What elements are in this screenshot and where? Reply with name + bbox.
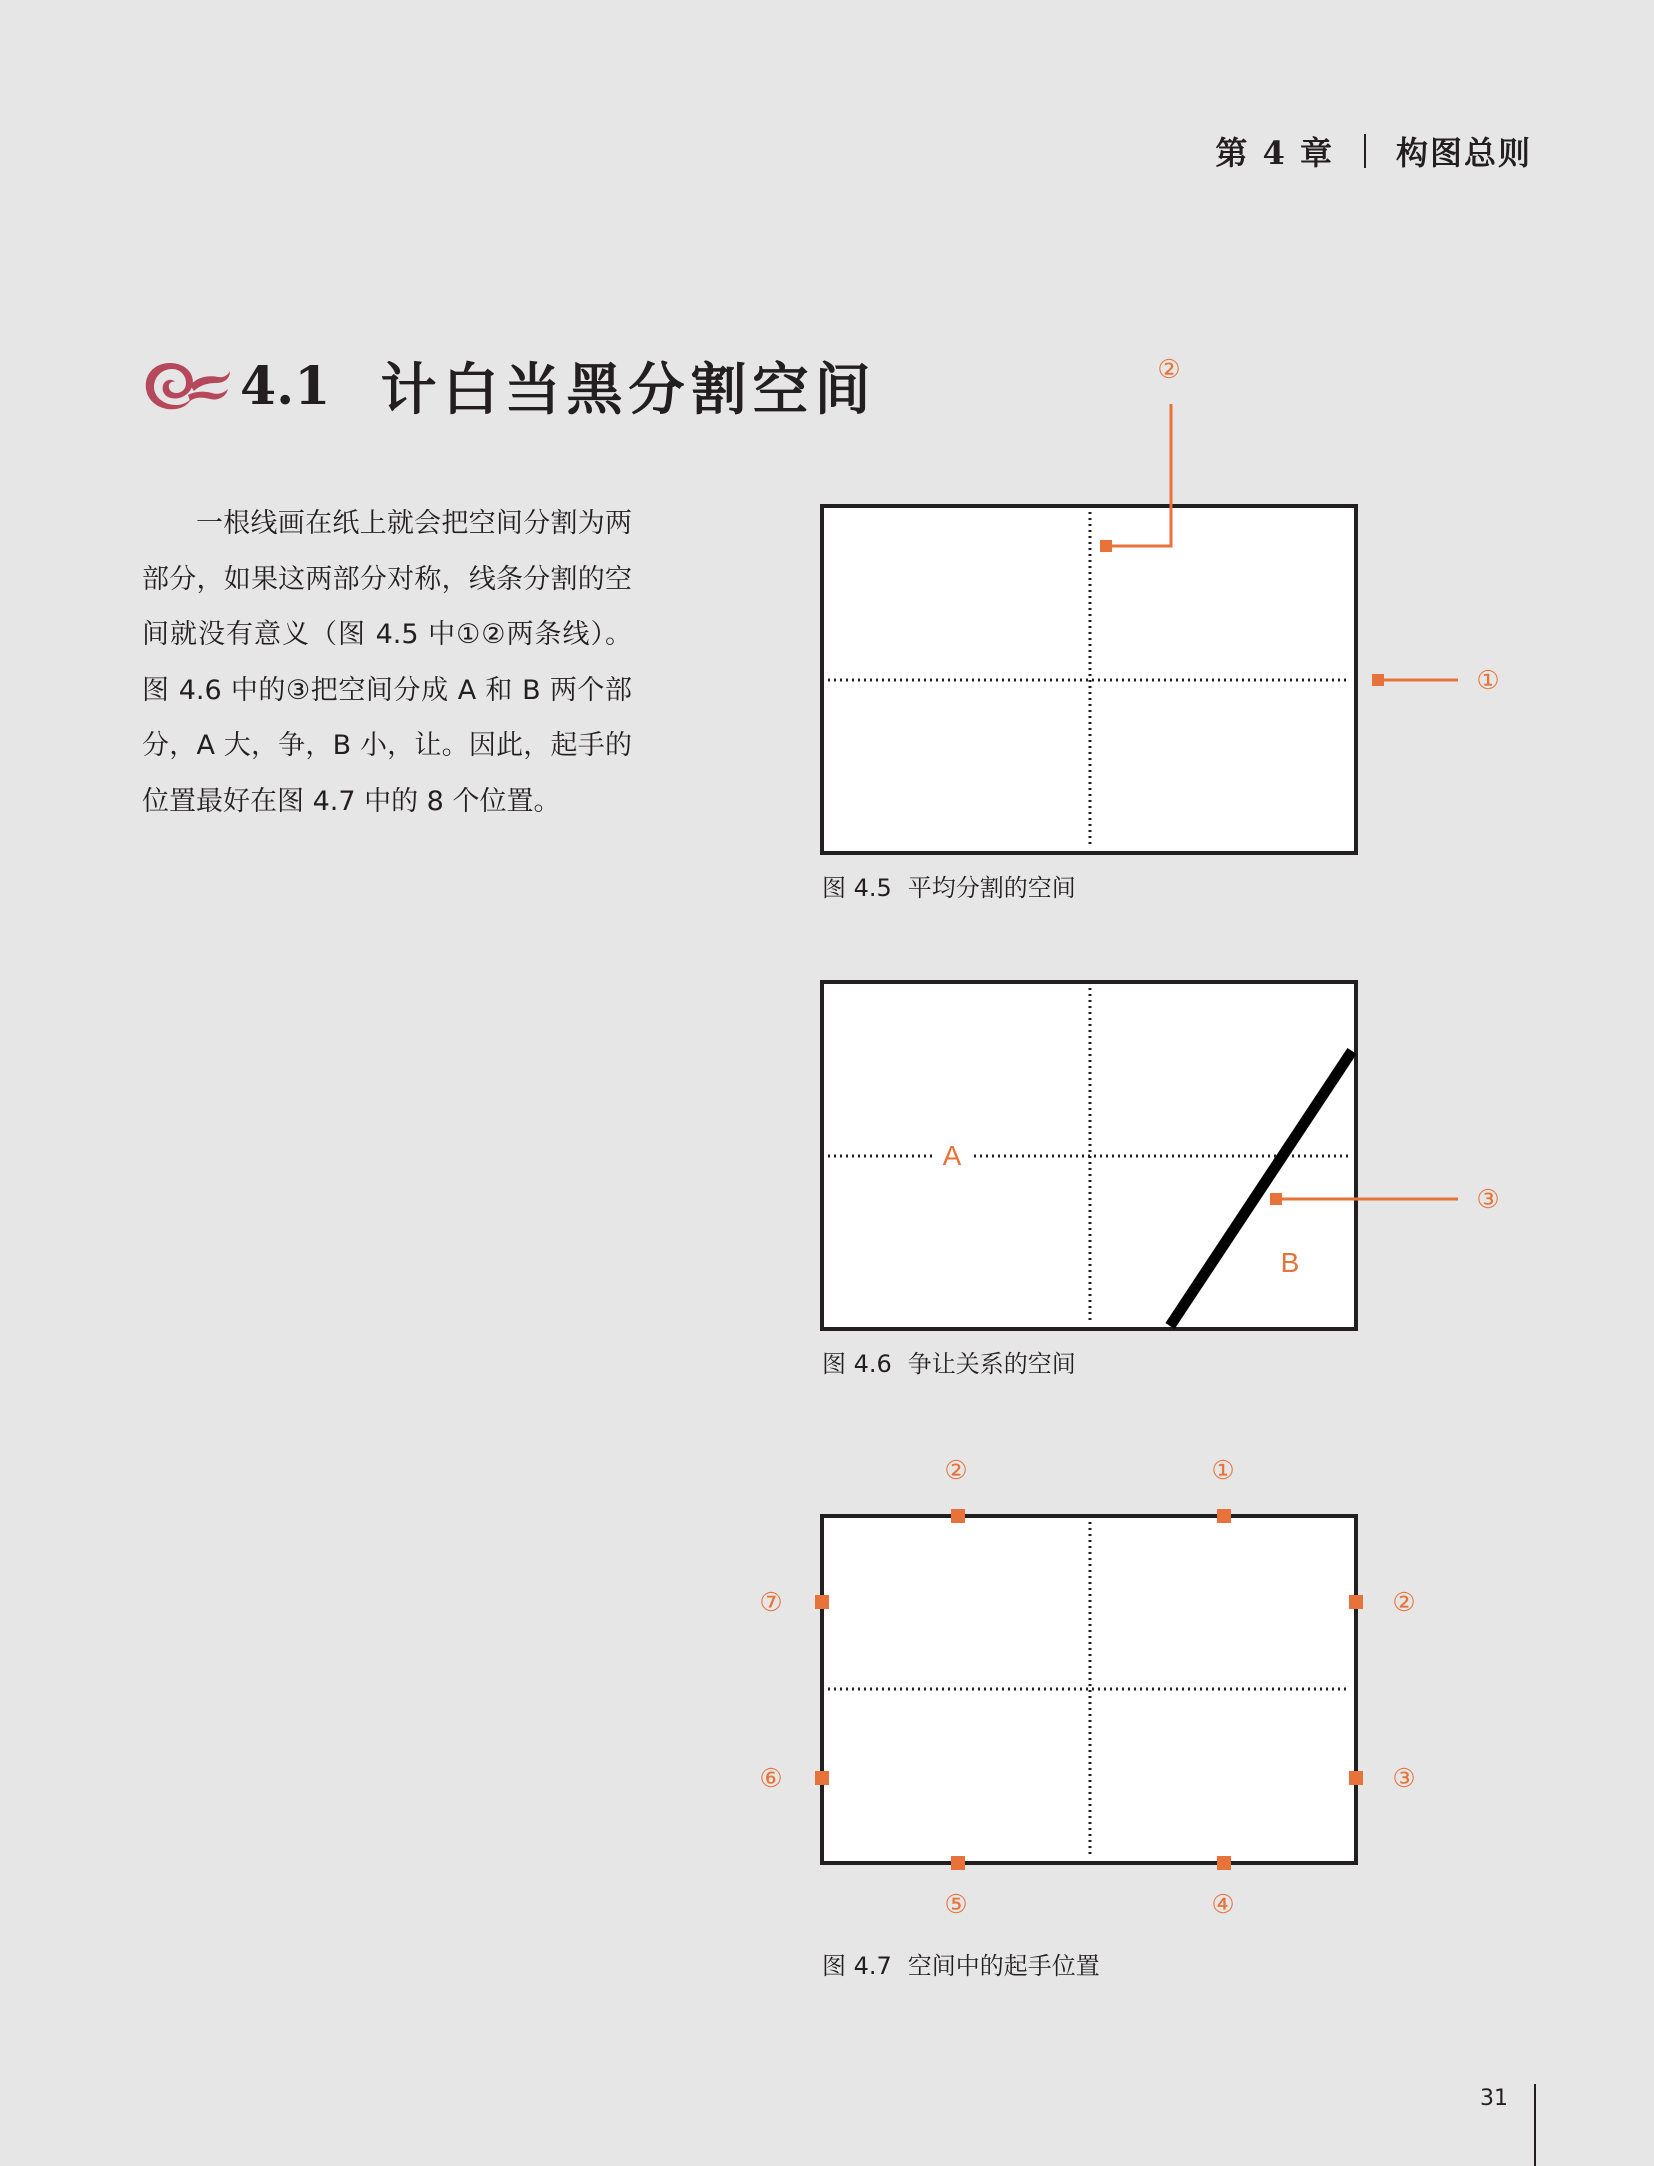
fig47-label-bottom-right: ④ xyxy=(1211,1890,1235,1920)
fig47-marker-right-lower xyxy=(1349,1771,1363,1785)
section-number: 4.1 xyxy=(240,355,331,417)
fig45-callout-vertical: ② xyxy=(1157,355,1181,385)
chapter-label: 第 4 章 xyxy=(1215,134,1334,172)
page-number: 31 xyxy=(1480,2086,1508,2111)
fig46-callout: ③ xyxy=(1476,1185,1500,1215)
page-number-rule xyxy=(1534,2084,1536,2166)
chapter-title: 构图总则 xyxy=(1395,134,1532,172)
body-paragraph: 一根线画在纸上就会把空间分割为两部分，如果这两部分对称，线条分割的空间就没有意义（图 4.5 中①②两条线）。图 4.6 中的③把空间分成 A 和 B 两个部分，A 大，争，B 小，让。因此，起手的位置最好在图 4.7 中的 8 个位置。 xyxy=(142,508,632,817)
fig46-label-b: B xyxy=(1280,1247,1300,1278)
fig47-label-top-right: ① xyxy=(1211,1456,1235,1486)
fig47-caption xyxy=(822,1946,1100,1981)
fig45-caption-text: 平均分割的空间 xyxy=(907,874,1076,902)
fig47-marker-bottom-right xyxy=(1217,1856,1231,1870)
fig47-caption-text: 空间中的起手位置 xyxy=(907,1952,1100,1980)
fig47-label-right-upper: ② xyxy=(1392,1588,1416,1618)
fig46-label-a: A xyxy=(942,1140,962,1171)
fig47-marker-bottom-left xyxy=(951,1856,965,1870)
fig45-caption-number: 图 4.5 xyxy=(822,874,892,902)
fig47-marker-left-upper xyxy=(815,1595,829,1609)
fig45-callout-horizontal: ① xyxy=(1476,666,1500,696)
fig47-label-left-upper: ⑦ xyxy=(759,1588,783,1618)
section-title: 计白当黑分割空间 xyxy=(380,357,877,423)
fig47-marker-left-lower xyxy=(815,1771,829,1785)
fig47-label-right-lower: ③ xyxy=(1392,1764,1416,1794)
fig47-label-bottom-left: ⑤ xyxy=(944,1890,968,1920)
fig47-label-left-lower: ⑥ xyxy=(759,1764,783,1794)
fig47-marker-right-upper xyxy=(1349,1595,1363,1609)
fig46-caption-text: 争让关系的空间 xyxy=(907,1350,1076,1378)
fig47-marker-top-left xyxy=(951,1509,965,1523)
fig47-caption-number: 图 4.7 xyxy=(822,1952,892,1980)
fig47-label-top-left: ② xyxy=(944,1456,968,1486)
fig47-marker-top-right xyxy=(1217,1509,1231,1523)
fig46-caption-number: 图 4.6 xyxy=(822,1350,892,1378)
